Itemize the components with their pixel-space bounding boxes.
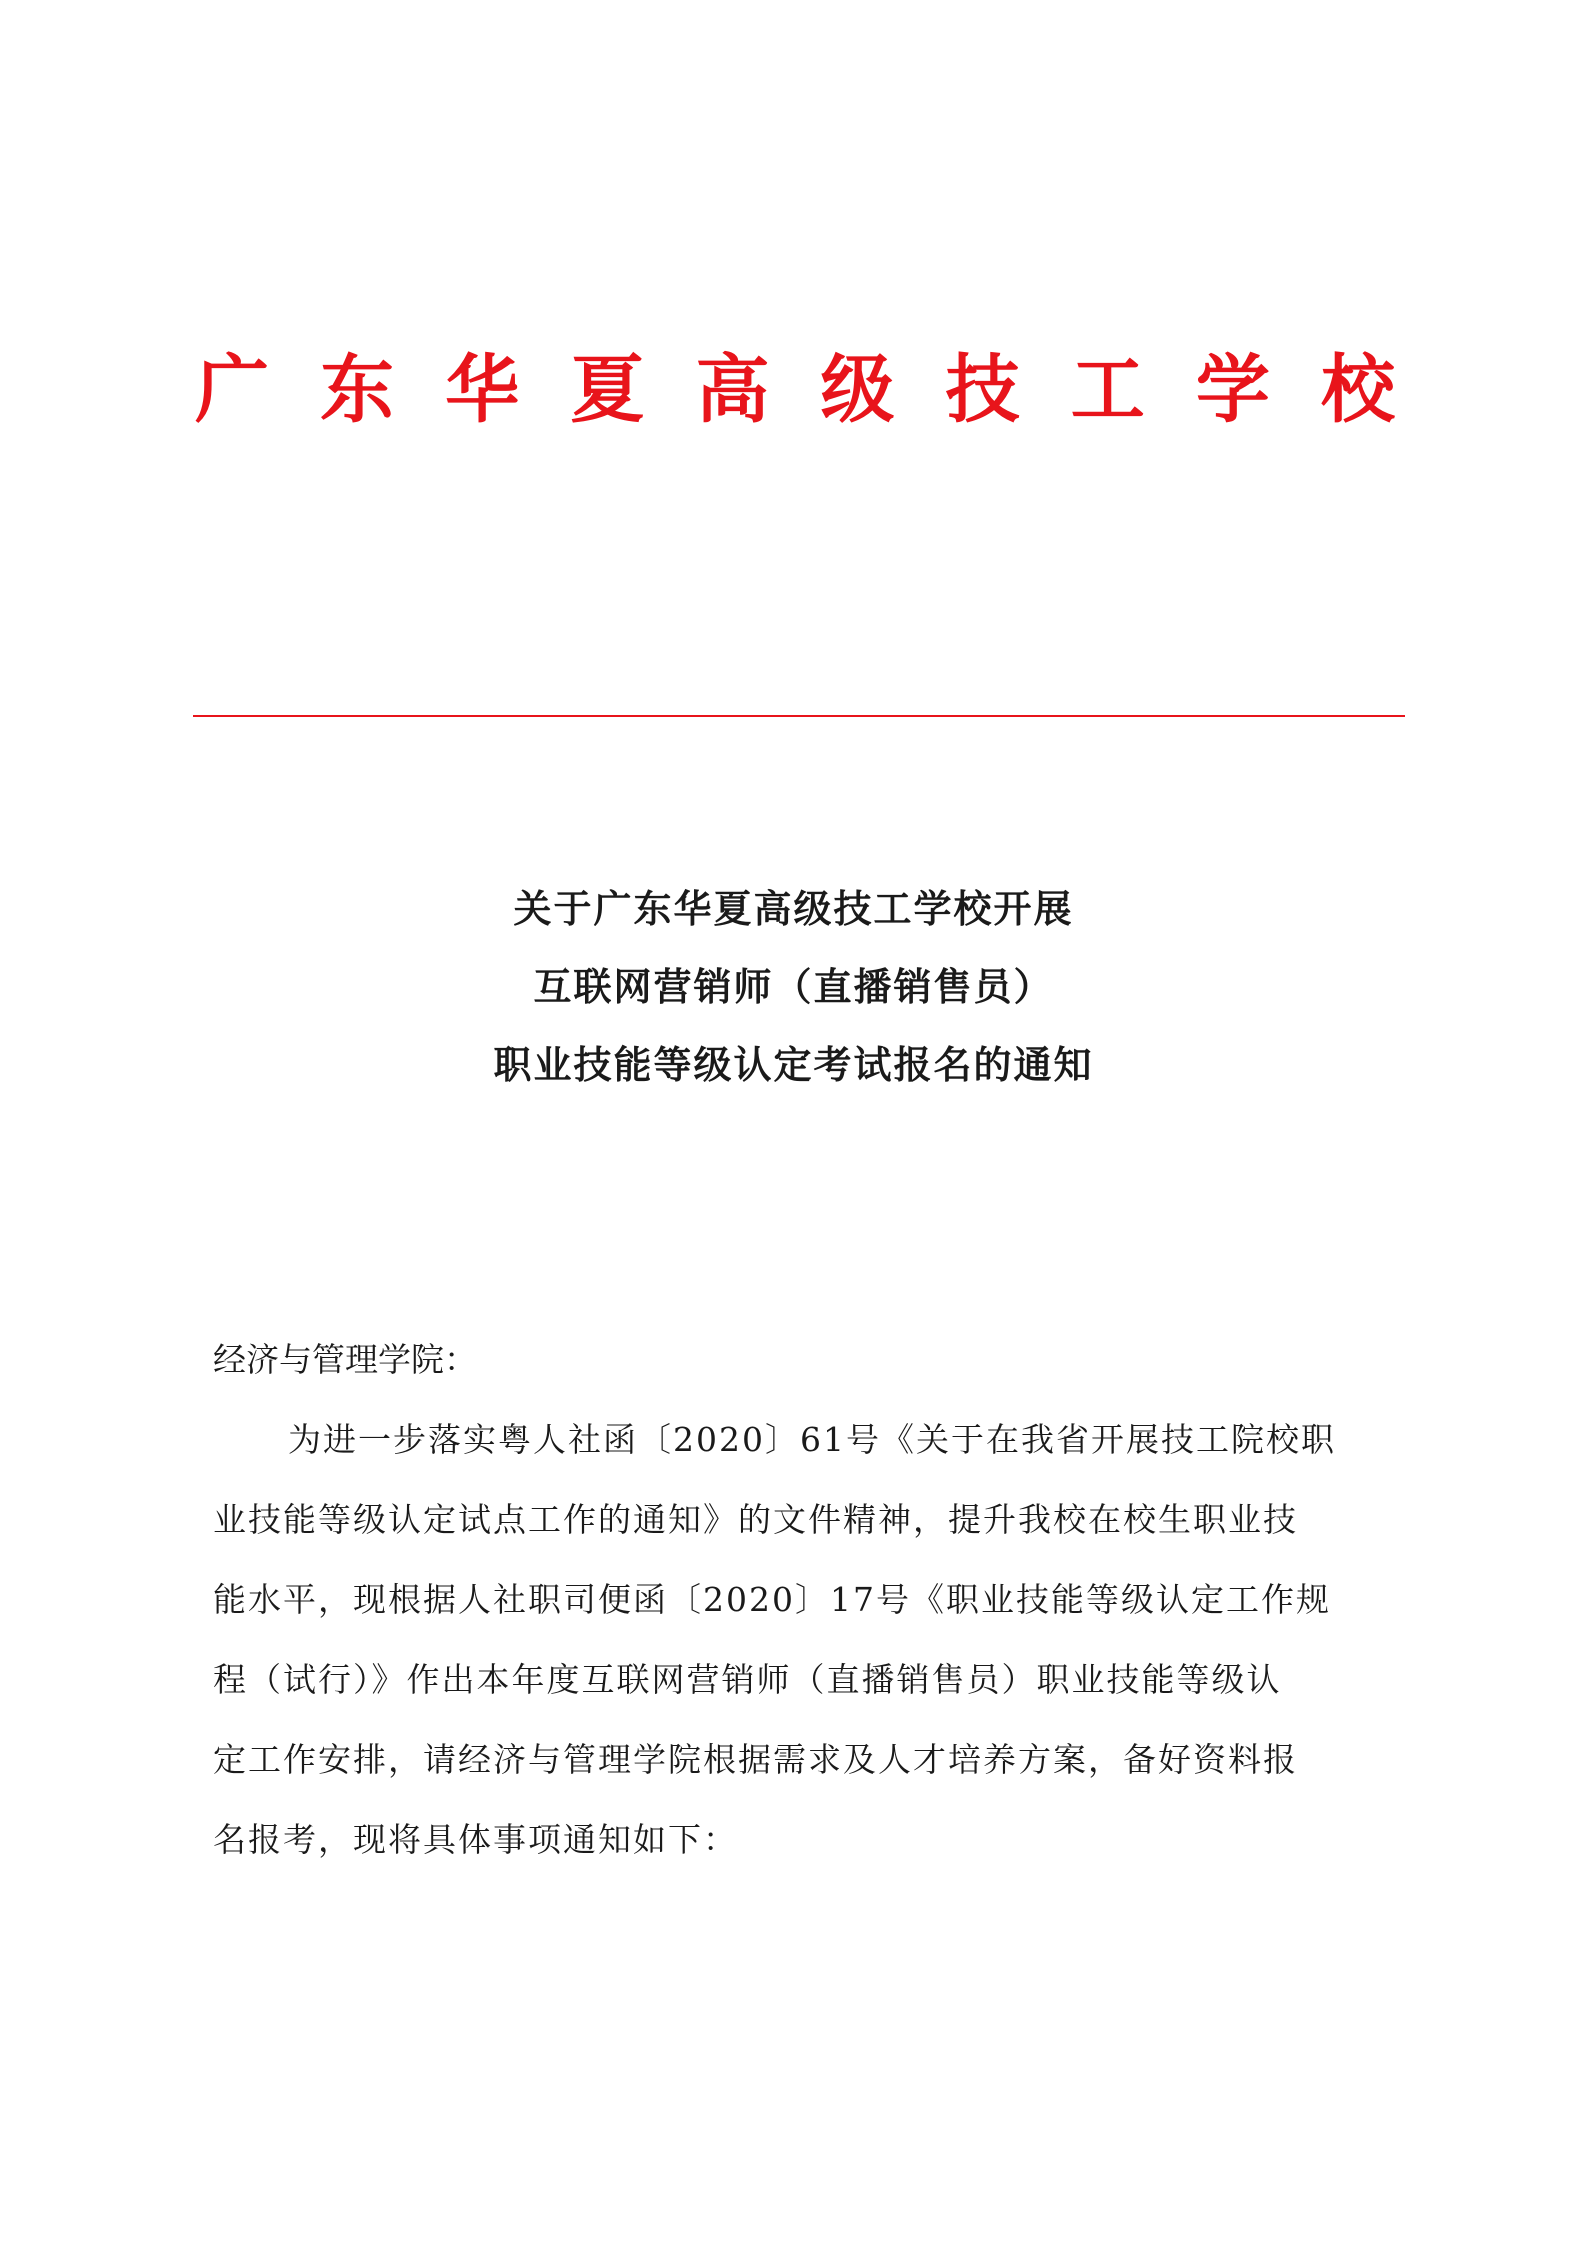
body-line: 程（试行）》作出本年度互联网营销师（直播销售员）职业技能等级认 [213, 1660, 1282, 1699]
letterhead-char: 广 [195, 347, 269, 433]
title-line: 职业技能等级认定考试报名的通知 [493, 1043, 1094, 1087]
letterhead-char: 夏 [570, 347, 645, 433]
body-line: 为进一步落实粤人社函〔2020〕61号《关于在我省开展技工院校职 [288, 1420, 1336, 1459]
title-line: 关于广东华夏高级技工学校开展 [513, 887, 1074, 931]
letterhead-char: 校 [1320, 347, 1395, 433]
letterhead-char: 华 [445, 347, 520, 433]
document-title [0, 870, 1587, 1104]
body-line: 名报考，现将具体事项通知如下： [213, 1820, 738, 1859]
body-line: 能水平，现根据人社职司便函〔2020〕17号《职业技能等级认定工作规 [213, 1580, 1331, 1619]
letterhead-char: 高 [695, 347, 770, 433]
letterhead-school-name [195, 345, 1395, 435]
letterhead-char: 级 [820, 347, 895, 433]
title-line: 互联网营销师（直播销售员） [533, 965, 1054, 1009]
body-line: 定工作安排，请经济与管理学院根据需求及人才培养方案，备好资料报 [213, 1740, 1298, 1779]
letterhead-char: 东 [320, 347, 395, 433]
letterhead-red-rule [193, 715, 1405, 717]
addressee: 经济与管理学院： [213, 1340, 477, 1379]
body-paragraph [213, 1415, 1393, 1895]
body-line: 业技能等级认定试点工作的通知》的文件精神，提升我校在校生职业技 [213, 1500, 1298, 1539]
letterhead-char: 技 [945, 347, 1020, 433]
letterhead-char: 学 [1195, 347, 1270, 433]
letterhead-char: 工 [1070, 347, 1145, 433]
